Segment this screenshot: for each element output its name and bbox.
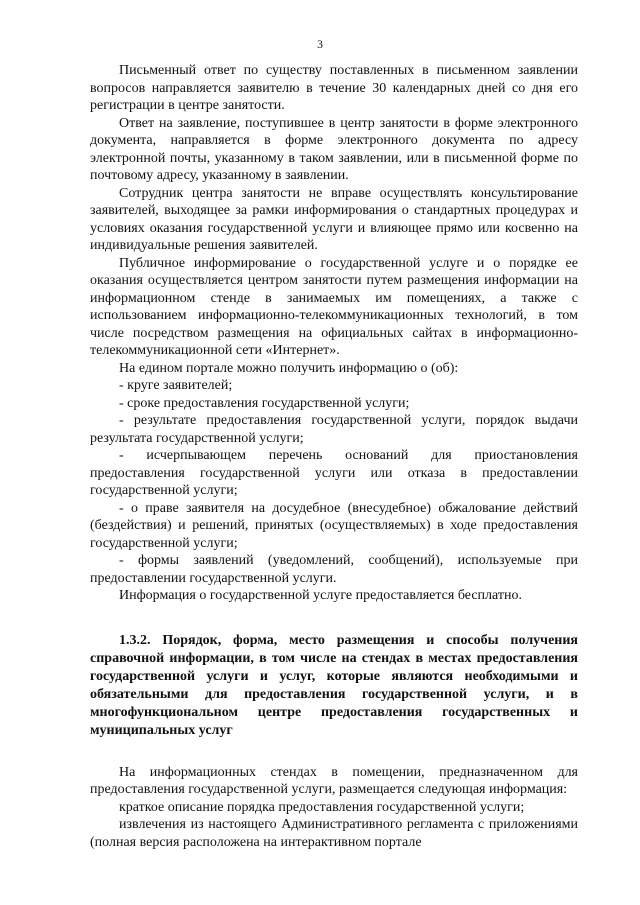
page-body [90, 62, 578, 851]
list-item: - формы заявлений (уведомлений, сообщений), используемые при предоставлении государственной услуги. [90, 553, 578, 586]
paragraph: На едином портале можно получить информацию о (об): [119, 360, 459, 376]
list-item: - результате предоставления государственной услуги, порядок выдачи результата государственной услуги; [90, 413, 578, 446]
paragraph: Письменный ответ по существу поставленных в письменном заявлении вопросов направляется заявителю в течение 30 календарных дней со дня его регистрации в центре занятости. [90, 63, 578, 113]
paragraph: извлечения из настоящего Административного регламента с приложениями (полная версия расположена на интерактивном портале [90, 817, 578, 850]
paragraph: Публичное информирование о государственной услуге и о порядке ее оказания осуществляется центром занятости путем размещения информации на информационном стенде в занимаемых им помещениях, а также с использованием информационно-телекоммуникационных технологий, в том числе посредством размещения на официальных сайтах в информационно-телекоммуникационной сети «Интернет». [90, 255, 578, 358]
page-number: 3 [317, 37, 323, 51]
paragraph: Информация о государственной услуге предоставляется бесплатно. [119, 588, 522, 603]
paragraph: На информационных стендах в помещении, предназначенном для предоставления государственной услуги, размещается следующая информация: [90, 764, 578, 797]
list-item: - сроке предоставления государственной услуги; [119, 395, 410, 411]
section-heading: 1.3.2. Порядок, форма, место размещения и способы получения справочной информации, в том числе на стендах в местах предоставления государственной услуги и услуг, которые являются необходимыми и обязательными для предоставления государственной услуги, и в многофункциональном центре предоставления государственных и муниципальных услуг [90, 632, 578, 738]
paragraph: краткое описание порядка предоставления государственной услуги; [119, 799, 525, 815]
list-item: - круге заявителей; [119, 378, 233, 393]
list-item: - о праве заявителя на досудебное (внесудебное) обжалование действий (бездействия) и решений, принятых (осуществляемых) в ходе предоставления государственной услуги; [90, 500, 578, 551]
list-item: - исчерпывающем перечень оснований для приостановления предоставления государственной услуги или отказа в предоставлении государственной услуги; [90, 448, 578, 498]
paragraph: Сотрудник центра занятости не вправе осуществлять консультирование заявителей, выходящее за рамки информирования о стандартных процедурах и условиях оказания государственной услуги и влияющее прямо или косвенно на индивидуальные решения заявителей. [90, 185, 578, 253]
paragraph: Ответ на заявление, поступившее в центр занятости в форме электронного документа, направляется в форме электронного документа по адресу электронной почты, указанному в таком заявлении, или в письменной форме по почтовому адресу, указанному в заявлении. [90, 115, 578, 183]
